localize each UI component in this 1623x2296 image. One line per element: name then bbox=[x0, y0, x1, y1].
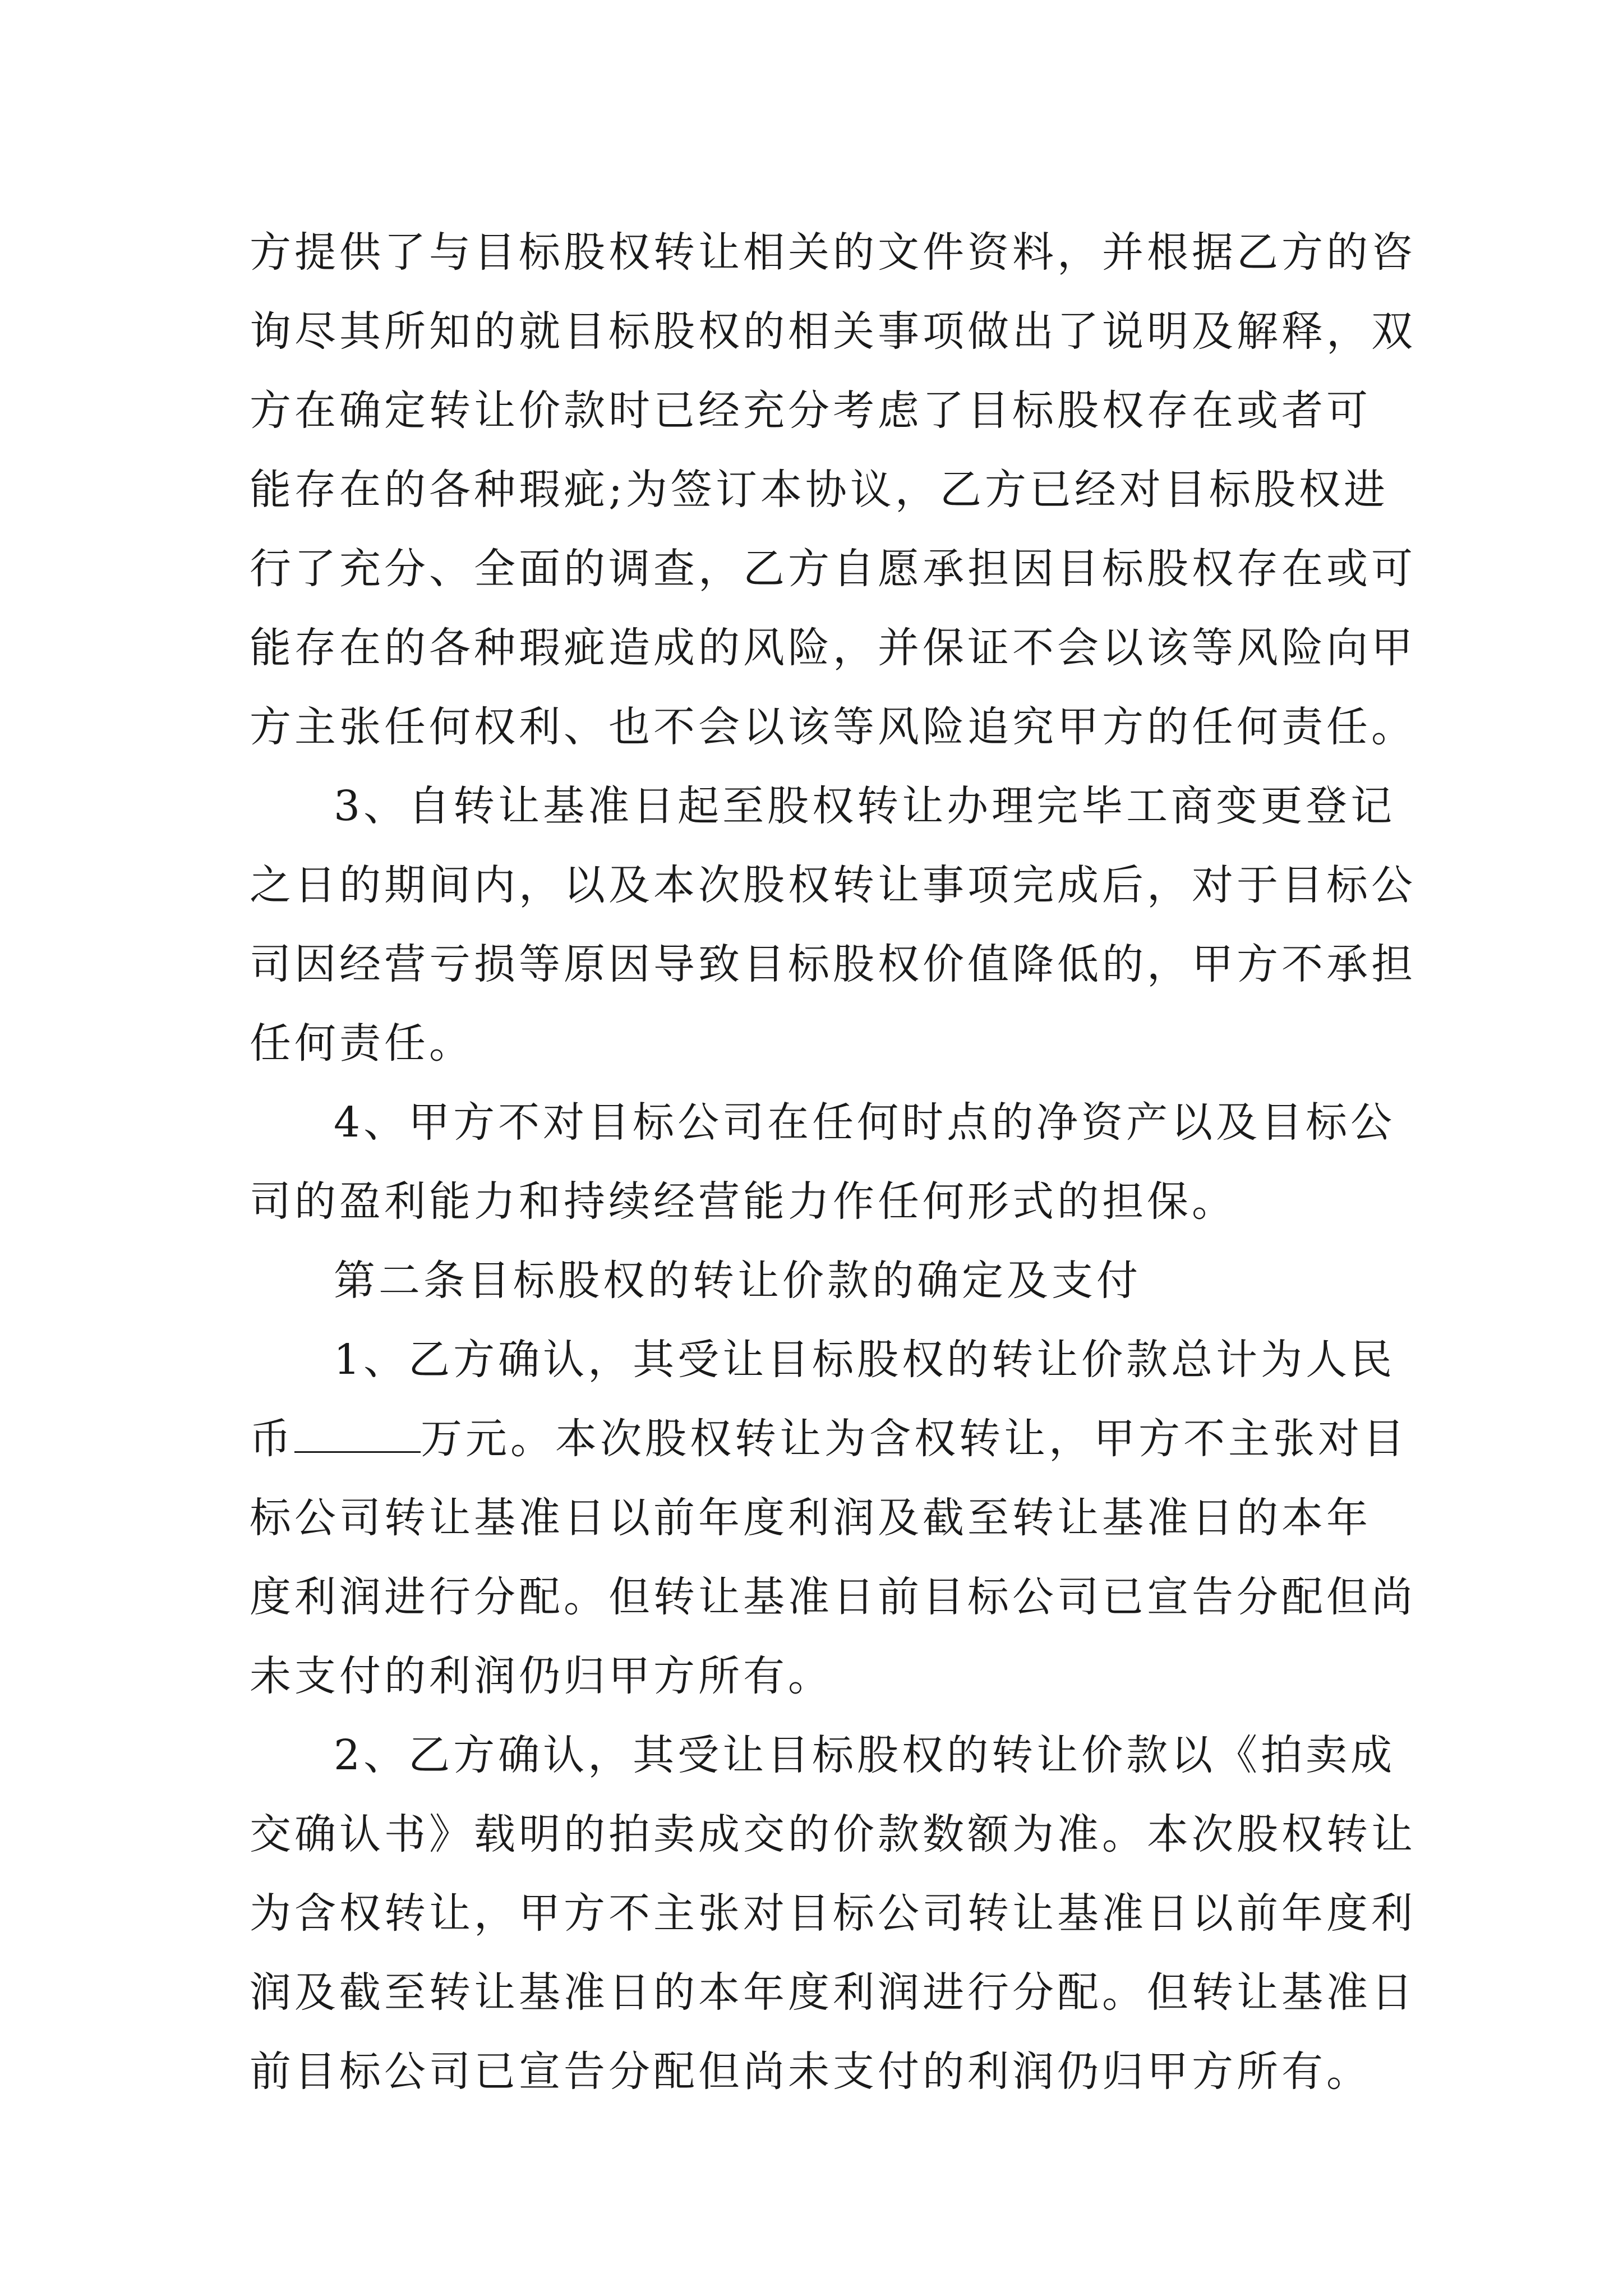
text-line: 未支付的利润仍归甲方所有。 bbox=[250, 1652, 833, 1700]
text-line: 度利润进行分配。但转让基准日前目标公司已宣告分配但尚 bbox=[250, 1573, 1416, 1621]
amount-blank bbox=[294, 1416, 421, 1453]
text-line: 交确认书》载明的拍卖成交的价款数额为准。本次股权转让 bbox=[250, 1810, 1416, 1858]
text-line: 标公司转让基准日以前年度利润及截至转让基准日的本年 bbox=[250, 1494, 1371, 1542]
text-line: 4、甲方不对目标公司在任何时点的净资产以及目标公 bbox=[334, 1098, 1396, 1147]
text-line: 之日的期间内，以及本次股权转让事项完成后，对于目标公 bbox=[250, 861, 1416, 909]
section-heading: 第二条目标股权的转让价款的确定及支付 bbox=[334, 1257, 1141, 1305]
text-line: 司因经营亏损等原因导致目标股权价值降低的，甲方不承担 bbox=[250, 940, 1416, 988]
text-line: 2、乙方确认，其受让目标股权的转让价款以《拍卖成 bbox=[334, 1731, 1396, 1779]
text-line: 3、自转让基准日起至股权转让办理完毕工商变更登记 bbox=[334, 782, 1396, 830]
text-line: 方在确定转让价款时已经充分考虑了目标股权存在或者可 bbox=[250, 386, 1371, 435]
text-line: 行了充分、全面的调查，乙方自愿承担因目标股权存在或可 bbox=[250, 545, 1416, 593]
text-fragment: 币 bbox=[250, 1415, 294, 1463]
text-line bbox=[250, 1400, 1408, 1479]
text-fragment: 万元。本次股权转让为含权转让，甲方不主张对目 bbox=[421, 1415, 1408, 1463]
text-line: 为含权转让，甲方不主张对目标公司转让基准日以前年度利 bbox=[250, 1889, 1416, 1938]
text-line: 任何责任。 bbox=[250, 1019, 474, 1068]
text-line: 方主张任何权利、也不会以该等风险追究甲方的任何责任。 bbox=[250, 703, 1416, 751]
text-line: 前目标公司已宣告分配但尚未支付的利润仍归甲方所有。 bbox=[250, 2047, 1371, 2096]
text-line: 询尽其所知的就目标股权的相关事项做出了说明及解释，双 bbox=[250, 307, 1416, 356]
text-line: 能存在的各种瑕疵造成的风险，并保证不会以该等风险向甲 bbox=[250, 624, 1416, 672]
text-line: 润及截至转让基准日的本年度利润进行分配。但转让基准日 bbox=[250, 1968, 1416, 2017]
document-body bbox=[250, 213, 1416, 2111]
text-line: 1、乙方确认，其受让目标股权的转让价款总计为人民 bbox=[334, 1336, 1396, 1384]
text-line: 能存在的各种瑕疵;为签订本协议，乙方已经对目标股权进 bbox=[250, 466, 1389, 514]
text-line: 司的盈利能力和持续经营能力作任何形式的担保。 bbox=[250, 1177, 1237, 1226]
text-line: 方提供了与目标股权转让相关的文件资料，并根据乙方的咨 bbox=[250, 228, 1416, 277]
